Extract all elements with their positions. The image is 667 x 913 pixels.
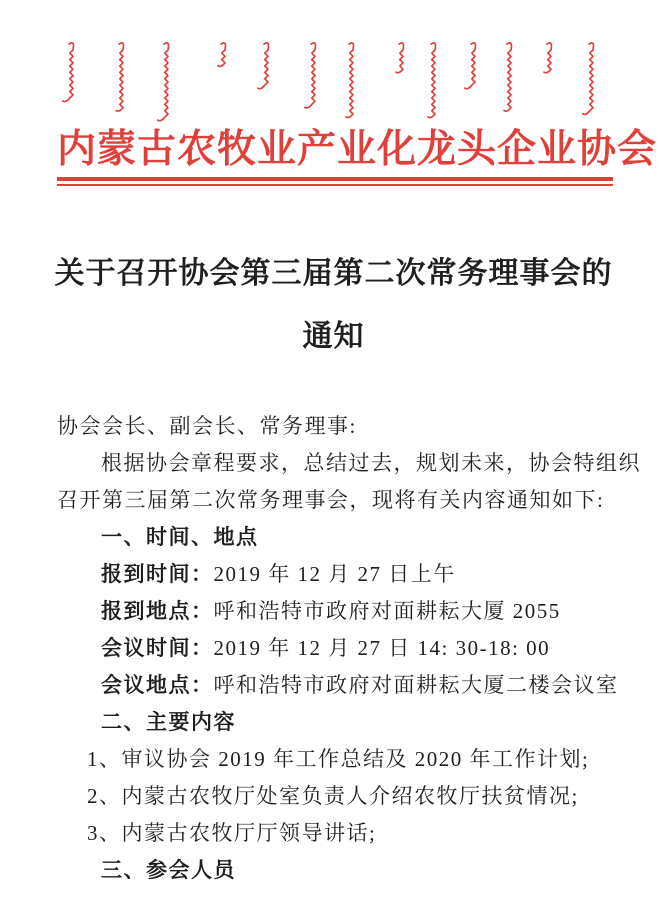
agenda-item-3: 3、内蒙古农牧厅厅领导讲话;: [87, 821, 377, 845]
registration-place-value: 呼和浩特市政府对面耕耘大厦 2055: [213, 599, 561, 623]
registration-place-label: 报到地点：: [101, 599, 214, 623]
registration-time-row: [57, 556, 615, 593]
notice-title-line1: 关于召开协会第三届第二次常务理事会的: [54, 257, 613, 290]
section-1-heading: 一、时间、地点: [101, 525, 259, 549]
org-name: 内蒙古农牧业产业化龙头企业协会: [57, 128, 658, 171]
meeting-place-row: [57, 667, 619, 704]
notice-title-line2: 通知: [302, 320, 365, 353]
registration-place-row: [57, 593, 615, 630]
salutation: 协会会长、副会长、常务理事:: [57, 414, 357, 438]
meeting-time-label: 会议时间：: [101, 636, 214, 660]
registration-time-value: 2019 年 12 月 27 日上午: [213, 562, 456, 586]
meeting-place-label: 会议地点：: [101, 673, 214, 697]
meeting-time-value: 2019 年 12 月 27 日 14: 30-18: 00: [213, 636, 551, 660]
meeting-place-value: 呼和浩特市政府对面耕耘大厦二楼会议室: [213, 673, 619, 697]
section-3-heading: 三、参会人员: [101, 858, 236, 882]
notice-body: [57, 408, 641, 889]
intro-line-1: 根据协会章程要求，总结过去，规划未来，协会特组织: [101, 451, 641, 475]
meeting-time-row: [57, 630, 615, 667]
agenda-item-1: 1、审议协会 2019 年工作总结及 2020 年工作计划;: [87, 747, 590, 771]
section-2-heading: 二、主要内容: [101, 710, 236, 734]
letterhead-divider: [57, 177, 613, 186]
intro-line-2: 召开第三届第二次常务理事会，现将有关内容通知如下:: [57, 488, 605, 512]
notice-title: [0, 242, 667, 368]
agenda-item-2: 2、内蒙古农牧厅处室负责人介绍农牧厅扶贫情况;: [87, 784, 579, 808]
registration-time-label: 报到时间：: [101, 562, 214, 586]
